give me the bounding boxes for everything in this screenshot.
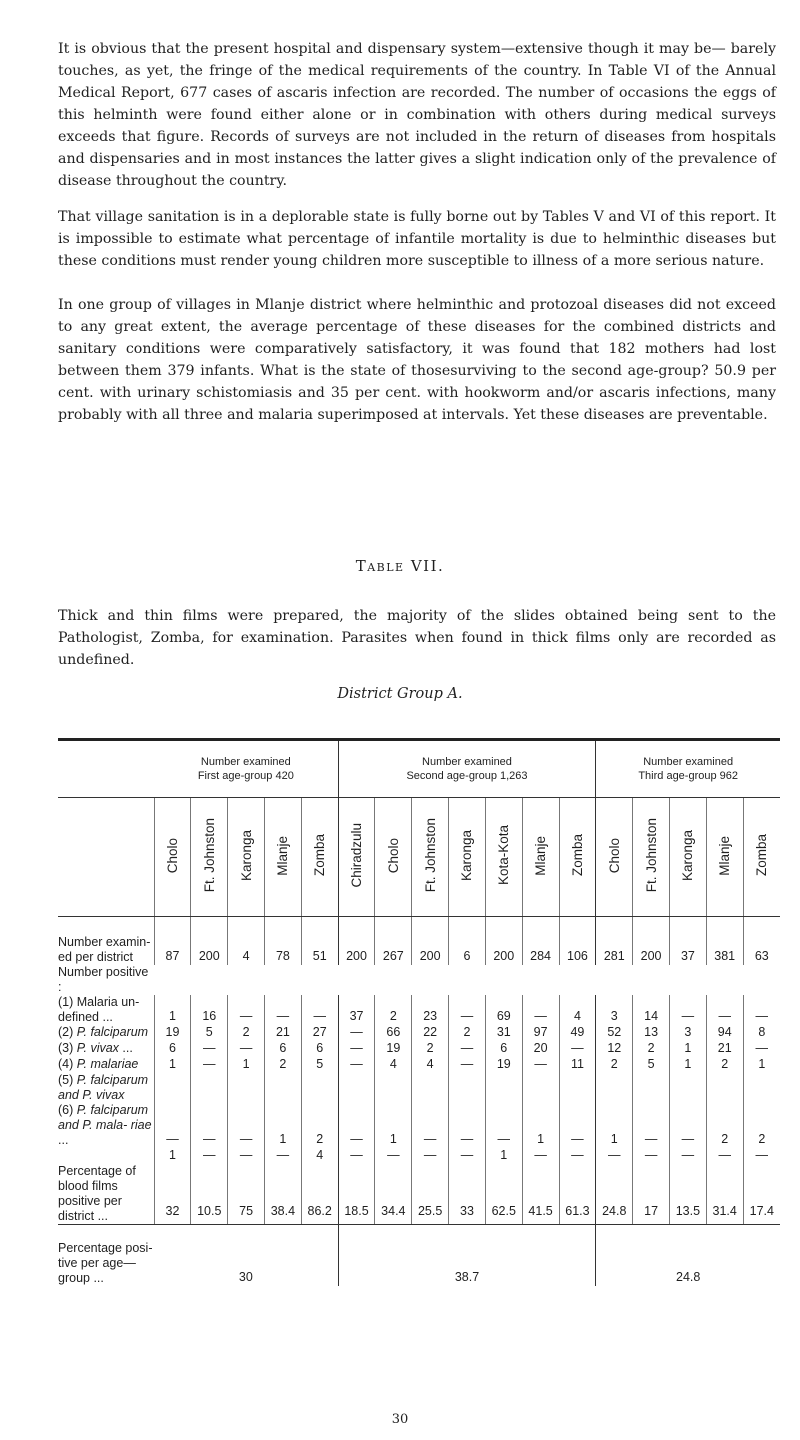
table-cell: 10.5 <box>191 1164 228 1225</box>
table-cell: 52 <box>596 1025 633 1041</box>
table-cell: — <box>191 1057 228 1073</box>
row-examined <box>58 917 780 966</box>
table-cell: — <box>412 1148 449 1164</box>
table-cell: 11 <box>559 1057 596 1073</box>
table-cell: 6 <box>449 917 486 966</box>
table-cell: 6 <box>154 1041 191 1057</box>
table-cell: 1 <box>154 1148 191 1164</box>
table-cell: 63 <box>743 917 780 966</box>
column-header: Mlanje <box>522 798 559 917</box>
table-cell: 17 <box>633 1164 670 1225</box>
table-cell <box>228 1073 265 1103</box>
table-cell: 381 <box>706 917 743 966</box>
table-cell: 61.3 <box>559 1164 596 1225</box>
table-cell: — <box>449 1103 486 1148</box>
row-label: (2) P. falciparum <box>58 1025 149 1039</box>
table-cell: 18.5 <box>338 1164 375 1225</box>
table-cell <box>485 1073 522 1103</box>
group-header-second: Number examined Second age-group 1,263 <box>338 740 596 798</box>
group-title: District Group A. <box>337 686 463 702</box>
table-cell: — <box>706 995 743 1025</box>
table-cell: 4 <box>301 1148 338 1164</box>
column-header: Cholo <box>375 798 412 917</box>
row-label: Percentage posi- tive per age— group ... <box>58 1241 153 1285</box>
table-cell: 19 <box>485 1057 522 1073</box>
table-cell: — <box>338 1041 375 1057</box>
row-label: Percentage of blood films positive per district ... <box>58 1164 154 1225</box>
table-cell: — <box>669 1148 706 1164</box>
table-cell: 2 <box>375 995 412 1025</box>
table-cell: 87 <box>154 917 191 966</box>
table-cell <box>669 1073 706 1103</box>
table-cell: — <box>264 995 301 1025</box>
row-label-blank <box>58 1148 154 1164</box>
row-falciparum <box>58 1025 780 1041</box>
column-header: Karonga <box>228 798 265 917</box>
table-cell: 1 <box>743 1057 780 1073</box>
table-cell: — <box>338 1057 375 1073</box>
table-cell: — <box>191 1148 228 1164</box>
table-cell: 8 <box>743 1025 780 1041</box>
table-cell: — <box>522 1148 559 1164</box>
table-cell: 34.4 <box>375 1164 412 1225</box>
table-cell <box>301 1073 338 1103</box>
table-cell: 66 <box>375 1025 412 1041</box>
table-cell: — <box>633 1148 670 1164</box>
table-cell: 23 <box>412 995 449 1025</box>
row-malaria-undefined <box>58 995 780 1025</box>
table-cell: 2 <box>412 1041 449 1057</box>
table-cell: 2 <box>633 1041 670 1057</box>
table-cell: 200 <box>338 917 375 966</box>
table-cell: 1 <box>596 1103 633 1148</box>
column-header: Karonga <box>669 798 706 917</box>
table-cell <box>375 1073 412 1103</box>
table-cell: — <box>228 995 265 1025</box>
column-header: Cholo <box>596 798 633 917</box>
table-cell: 75 <box>228 1164 265 1225</box>
column-header: Cholo <box>154 798 191 917</box>
table-cell <box>191 1073 228 1103</box>
table-cell: 31 <box>485 1025 522 1041</box>
table-cell: 281 <box>596 917 633 966</box>
row-percentage-group <box>58 1225 780 1287</box>
table-cell: 4 <box>412 1057 449 1073</box>
table-cell: 20 <box>522 1041 559 1057</box>
column-header-blank <box>58 798 154 917</box>
row-falciparum-malariae-continued <box>58 1148 780 1164</box>
table-cell: 97 <box>522 1025 559 1041</box>
table-cell: 1 <box>485 1148 522 1164</box>
table-cell: — <box>522 995 559 1025</box>
table-cell: 1 <box>264 1103 301 1148</box>
table-cell: 1 <box>154 1057 191 1073</box>
table-cell: 1 <box>154 995 191 1025</box>
table-cell: 200 <box>485 917 522 966</box>
row-label: (5) P. falciparum and P. vivax <box>58 1073 149 1102</box>
table-cell: 62.5 <box>485 1164 522 1225</box>
table-cell: 94 <box>706 1025 743 1041</box>
table-cell: — <box>228 1148 265 1164</box>
table-cell: 2 <box>449 1025 486 1041</box>
table-cell <box>264 1073 301 1103</box>
table-cell: — <box>743 1148 780 1164</box>
table-cell: — <box>228 1103 265 1148</box>
table-cell: 78 <box>264 917 301 966</box>
column-header: Ft. Johnston <box>191 798 228 917</box>
table-cell: 13.5 <box>669 1164 706 1225</box>
table-cell: 4 <box>228 917 265 966</box>
table-cell <box>338 1073 375 1103</box>
table-cell <box>706 1073 743 1103</box>
column-header-row <box>58 798 780 917</box>
table-cell: 86.2 <box>301 1164 338 1225</box>
table-cell: — <box>338 1025 375 1041</box>
table-cell: 17.4 <box>743 1164 780 1225</box>
table-cell: 1 <box>669 1041 706 1057</box>
row-percentage-district <box>58 1164 780 1225</box>
table-cell: — <box>301 995 338 1025</box>
table-cell: — <box>559 1041 596 1057</box>
table-cell <box>412 1073 449 1103</box>
row-falciparum-malariae <box>58 1103 780 1148</box>
table-cell: — <box>522 1057 559 1073</box>
table-cell: — <box>449 995 486 1025</box>
table-cell: 3 <box>669 1025 706 1041</box>
column-header: Ft. Johnston <box>633 798 670 917</box>
table-cell: 5 <box>301 1057 338 1073</box>
table-cell: 69 <box>485 995 522 1025</box>
table-cell: 4 <box>559 995 596 1025</box>
group-header-third: Number examined Third age-group 962 <box>596 740 780 798</box>
table-cell: — <box>191 1041 228 1057</box>
paragraph-mlanje-villages: In one group of villages in Mlanje district where helminthic and protozoal diseases did not exceed to any great extent, the average percentage of these diseases for the combined districts and sanitary conditions were comparatively satisfactory, it was found that 182 mothers had lost between them 379 infants. What is the state of thosesurviving to the second age-group? 50.9 per cent. with urinary schistomiasis and 35 per cent. with hookworm and/or ascaris infections, many probably with all three and malaria superimposed at intervals. Yet these diseases are preventable. <box>58 297 776 423</box>
table-cell: — <box>154 1103 191 1148</box>
table-cell: 31.4 <box>706 1164 743 1225</box>
table-cell: 2 <box>301 1103 338 1148</box>
paragraph-village-sanitation: That village sanitation is in a deplorable state is fully borne out by Tables V and VI of this report. It is impossible to estimate what percentage of infantile mortality is due to helminthic diseases but these conditions must render young children more susceptible to illness of a more serious nature. <box>58 209 776 269</box>
table-cell: 37 <box>669 917 706 966</box>
table-cell: — <box>596 1148 633 1164</box>
group-header-row <box>58 740 780 798</box>
table-cell: — <box>264 1148 301 1164</box>
table-cell: 200 <box>191 917 228 966</box>
column-header: Zomba <box>301 798 338 917</box>
table-cell: 3 <box>596 995 633 1025</box>
group-header-blank <box>58 740 154 798</box>
table-cell: 13 <box>633 1025 670 1041</box>
table-cell: 1 <box>228 1057 265 1073</box>
column-header: Chiradzulu <box>338 798 375 917</box>
table-cell: 1 <box>375 1103 412 1148</box>
table-cell <box>522 1073 559 1103</box>
table-cell: 19 <box>375 1041 412 1057</box>
paragraph-films: Thick and thin films were prepared, the majority of the slides obtained being sent to the Pathologist, Zomba, for examination. Parasites when found in thick films only are recorded as undefined. <box>58 608 776 668</box>
table-cell <box>596 1073 633 1103</box>
column-header: Ft. Johnston <box>412 798 449 917</box>
column-header: Zomba <box>743 798 780 917</box>
table-cell: 1 <box>669 1057 706 1073</box>
row-falciparum-vivax <box>58 1073 780 1103</box>
row-vivax <box>58 1041 780 1057</box>
table-cell: — <box>559 1148 596 1164</box>
table-cell: 2 <box>228 1025 265 1041</box>
table-cell: — <box>449 1041 486 1057</box>
table-cell: 19 <box>154 1025 191 1041</box>
table-cell: 106 <box>559 917 596 966</box>
table-cell: — <box>669 995 706 1025</box>
table-cell: — <box>485 1103 522 1148</box>
table-cell: 2 <box>264 1057 301 1073</box>
table-cell: 6 <box>485 1041 522 1057</box>
table-cell: 21 <box>264 1025 301 1041</box>
table-cell: 49 <box>559 1025 596 1041</box>
table-cell: 24.8 <box>596 1164 633 1225</box>
row-positive-header <box>58 965 780 995</box>
table-cell: 1 <box>522 1103 559 1148</box>
table-cell: 33 <box>449 1164 486 1225</box>
row-malariae <box>58 1057 780 1073</box>
table-cell: — <box>449 1057 486 1073</box>
table-cell: 22 <box>412 1025 449 1041</box>
table-cell: — <box>706 1148 743 1164</box>
table-cell: 25.5 <box>412 1164 449 1225</box>
column-header: Mlanje <box>264 798 301 917</box>
table-cell: — <box>228 1041 265 1057</box>
group-percentage-value: 38.7 <box>338 1225 596 1287</box>
row-label: Number examin- ed per district <box>58 935 151 964</box>
table-cell: 200 <box>633 917 670 966</box>
table-cell <box>449 1073 486 1103</box>
table-cell: 14 <box>633 995 670 1025</box>
table-cell: 37 <box>338 995 375 1025</box>
group-percentage-value: 24.8 <box>596 1225 780 1287</box>
table-cell: — <box>191 1103 228 1148</box>
table-cell: 5 <box>633 1057 670 1073</box>
table-cell: 200 <box>412 917 449 966</box>
table-cell: 2 <box>706 1103 743 1148</box>
table-title: Table VII. <box>355 557 445 575</box>
table-cell: — <box>338 1103 375 1148</box>
table-cell: 2 <box>743 1103 780 1148</box>
page-number: 30 <box>391 1412 409 1427</box>
table-cell: 12 <box>596 1041 633 1057</box>
paragraph-hospital-system: It is obvious that the present hospital and dispensary system—extensive though it may be— barely touches, as yet, the fringe of the medical requirements of the country. In Table VI of the Annual Medical Report, 677 cases of ascaris infection are recorded. The number of occasions the eggs of this helminth were found either alone or in combination with others during medical surveys exceeds that figure. Records of surveys are not included in the return of diseases from hospitals and dispensaries and in most instances the latter gives a slight indication only of the prevalence of disease throughout the country. <box>58 41 776 189</box>
row-label: Number positive : <box>58 965 149 994</box>
table-cell: 2 <box>596 1057 633 1073</box>
column-header: Karonga <box>449 798 486 917</box>
column-header: Zomba <box>559 798 596 917</box>
row-label: (3) P. vivax ... <box>58 1041 133 1055</box>
table-cell: 21 <box>706 1041 743 1057</box>
column-header: Kota-Kota <box>485 798 522 917</box>
table-cell: 2 <box>706 1057 743 1073</box>
table-cell: 27 <box>301 1025 338 1041</box>
table-cell: 267 <box>375 917 412 966</box>
table-cell: — <box>375 1148 412 1164</box>
table-cell <box>154 1073 191 1103</box>
table-cell: — <box>559 1103 596 1148</box>
table-cell <box>559 1073 596 1103</box>
table-cell: 6 <box>264 1041 301 1057</box>
column-header: Mlanje <box>706 798 743 917</box>
row-label: (6) P. falciparum and P. mala- riae ... <box>58 1103 152 1147</box>
group-header-first: Number examined First age-group 420 <box>154 740 338 798</box>
table-cell: 5 <box>191 1025 228 1041</box>
row-label: (4) P. malariae <box>58 1057 139 1071</box>
table-cell: 6 <box>301 1041 338 1057</box>
row-label: (1) Malaria un- defined ... <box>58 995 140 1024</box>
table-cell: 284 <box>522 917 559 966</box>
table-cell: — <box>338 1148 375 1164</box>
row-spacer <box>154 965 780 995</box>
table-cell: 41.5 <box>522 1164 559 1225</box>
table-cell: — <box>633 1103 670 1148</box>
table-cell <box>633 1073 670 1103</box>
table-cell: — <box>743 995 780 1025</box>
table-cell: 51 <box>301 917 338 966</box>
table-cell: — <box>669 1103 706 1148</box>
table-cell: — <box>412 1103 449 1148</box>
table-cell <box>743 1073 780 1103</box>
malaria-table <box>58 738 780 1286</box>
table-cell: — <box>743 1041 780 1057</box>
table-cell: 38.4 <box>264 1164 301 1225</box>
table-cell: 32 <box>154 1164 191 1225</box>
table-cell: 16 <box>191 995 228 1025</box>
group-percentage-value: 30 <box>238 1270 253 1284</box>
table-cell: — <box>449 1148 486 1164</box>
table-cell: 4 <box>375 1057 412 1073</box>
